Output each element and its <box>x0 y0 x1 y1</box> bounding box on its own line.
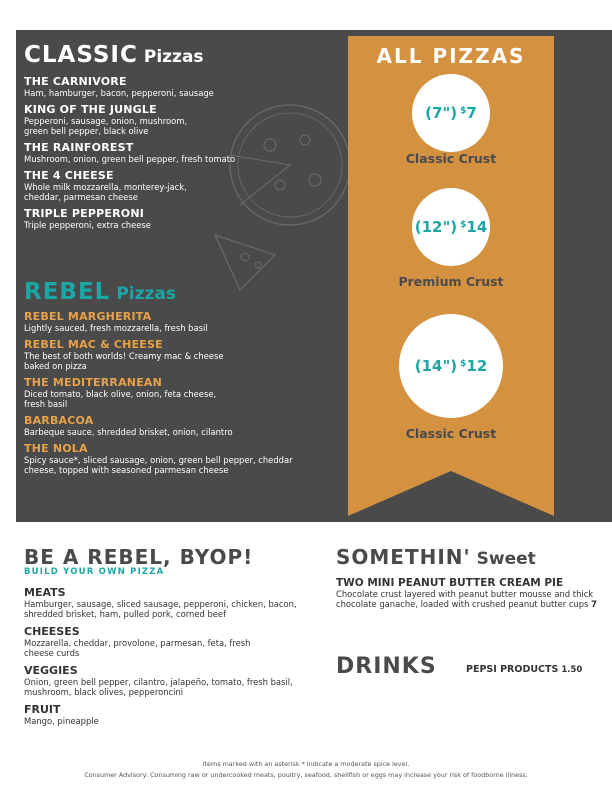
byop-title: BE A REBEL, BYOP! <box>24 545 254 569</box>
classic-title-suffix: Pizzas <box>143 47 204 67</box>
drinks-item <box>466 664 582 675</box>
pizza-description: Mushroom, onion, green bell pepper, fresh tomato <box>24 154 236 164</box>
drinks-price: 1.50 <box>561 665 583 675</box>
classic-pizzas-heading <box>24 42 204 68</box>
pizza-name: KING OF THE JUNGLE <box>24 103 157 116</box>
dessert-title-suffix: Sweet <box>476 549 536 569</box>
consumer-advisory: Consumer Advisory: Consuming raw or undercooked meats, poultry, seafood, shellfish or eggs may increase your risk of foodborne illness. <box>84 771 528 779</box>
list-item <box>24 311 324 333</box>
list-item <box>24 339 324 371</box>
pizza-description: Lightly sauced, fresh mozzarella, fresh basil <box>24 323 208 333</box>
size-price-circle-small <box>412 74 490 152</box>
classic-pizza-list <box>24 76 324 236</box>
list-item <box>24 76 324 98</box>
pizza-name: THE RAINFOREST <box>24 141 134 154</box>
byop-ingredient-list <box>24 586 314 732</box>
pizza-description: Diced tomato, black olive, onion, feta cheese, fresh basil <box>24 389 217 409</box>
dessert-heading <box>336 545 536 569</box>
list-item <box>24 104 324 136</box>
rebel-title-suffix: Pizzas <box>116 284 176 304</box>
pizza-description: Pepperoni, sausage, onion, mushroom, green bell pepper, black olive <box>24 116 188 136</box>
size-label: (12") <box>414 218 458 236</box>
ingredient-group-desc: Hamburger, sausage, sliced sausage, pepperoni, chicken, bacon, shredded brisket, ham, pulled pork, corned beef <box>24 599 297 619</box>
pizza-description: Triple pepperoni, extra cheese <box>24 220 151 230</box>
price-value: 14 <box>466 218 488 236</box>
ingredient-group-name: CHEESES <box>24 625 80 638</box>
pizza-name: REBEL MARGHERITA <box>24 310 152 323</box>
list-item <box>24 377 324 409</box>
ingredient-group-name: VEGGIES <box>24 664 78 677</box>
size-label: (7") <box>425 104 458 122</box>
ingredient-group-name: MEATS <box>24 586 66 599</box>
drinks-label: PEPSI PRODUCTS <box>466 664 559 675</box>
pizza-name: THE CARNIVORE <box>24 75 127 88</box>
crust-label: Premium Crust <box>398 274 504 289</box>
list-item <box>24 586 314 619</box>
pizza-name: THE NOLA <box>24 442 88 455</box>
pizza-name: BARBACOA <box>24 414 94 427</box>
ingredient-group-desc: Mozzarella, cheddar, provolone, parmesan, feta, fresh cheese curds <box>24 638 251 658</box>
list-item <box>24 664 314 697</box>
pizza-name: TRIPLE PEPPERONI <box>24 207 145 220</box>
pizza-description: Spicy sauce*, sliced sausage, onion, green bell pepper, cheddar cheese, topped with seasoned parmesan cheese <box>24 455 293 475</box>
dollar-sign: $ <box>460 220 467 230</box>
dessert-price: 7 <box>591 599 597 609</box>
dessert-title: SOMETHIN' <box>336 545 471 569</box>
list-item <box>24 415 324 437</box>
dessert-description <box>336 589 606 609</box>
pizza-description: The best of both worlds! Creamy mac & cheese baked on pizza <box>24 351 224 371</box>
pizza-name: THE MEDITERRANEAN <box>24 376 163 389</box>
all-pizzas-title: ALL PIZZAS <box>376 44 526 68</box>
ingredient-group-desc: Onion, green bell pepper, cilantro, jalapeño, tomato, fresh basil, mushroom, black olives, pepperoncini <box>24 677 293 697</box>
crust-label: Classic Crust <box>405 426 497 441</box>
rebel-title: REBEL <box>24 279 111 305</box>
pizza-description: Whole milk mozzarella, monterey-jack, cheddar, parmesan cheese <box>24 182 187 202</box>
dollar-sign: $ <box>460 359 467 369</box>
list-item <box>24 142 324 164</box>
pizza-description: Barbeque sauce, shredded brisket, onion, cilantro <box>24 427 233 437</box>
classic-title: CLASSIC <box>24 42 138 68</box>
list-item <box>24 443 324 475</box>
pizza-description: Ham, hamburger, bacon, pepperoni, sausage <box>24 88 214 98</box>
size-price-circle-medium <box>412 188 490 266</box>
ingredient-group-name: FRUIT <box>24 703 61 716</box>
ingredient-group-desc: Mango, pineapple <box>24 716 99 726</box>
dollar-sign: $ <box>460 106 467 116</box>
list-item <box>24 703 314 726</box>
size-price-circle-large <box>399 314 503 418</box>
list-item <box>24 625 314 658</box>
pizza-name: THE 4 CHEESE <box>24 169 114 182</box>
byop-subtitle: BUILD YOUR OWN PIZZA <box>24 567 165 577</box>
size-label: (14") <box>414 357 458 375</box>
price-value: 7 <box>466 104 477 122</box>
crust-label: Classic Crust <box>405 151 497 166</box>
list-item <box>24 170 324 202</box>
list-item <box>24 208 324 230</box>
dessert-desc-text: Chocolate crust layered with peanut butter mousse and thick chocolate ganache, loaded with crushed peanut butter cups <box>336 589 594 609</box>
dessert-item <box>336 577 606 609</box>
drinks-title: DRINKS <box>336 654 437 679</box>
dessert-name: TWO MINI PEANUT BUTTER CREAM PIE <box>336 577 564 589</box>
rebel-pizza-list <box>24 311 324 481</box>
price-value: 12 <box>466 357 488 375</box>
spice-note: Items marked with an asterisk * indicate a moderate spice level. <box>202 760 410 768</box>
pizza-name: REBEL MAC & CHEESE <box>24 338 163 351</box>
rebel-pizzas-heading <box>24 279 176 305</box>
